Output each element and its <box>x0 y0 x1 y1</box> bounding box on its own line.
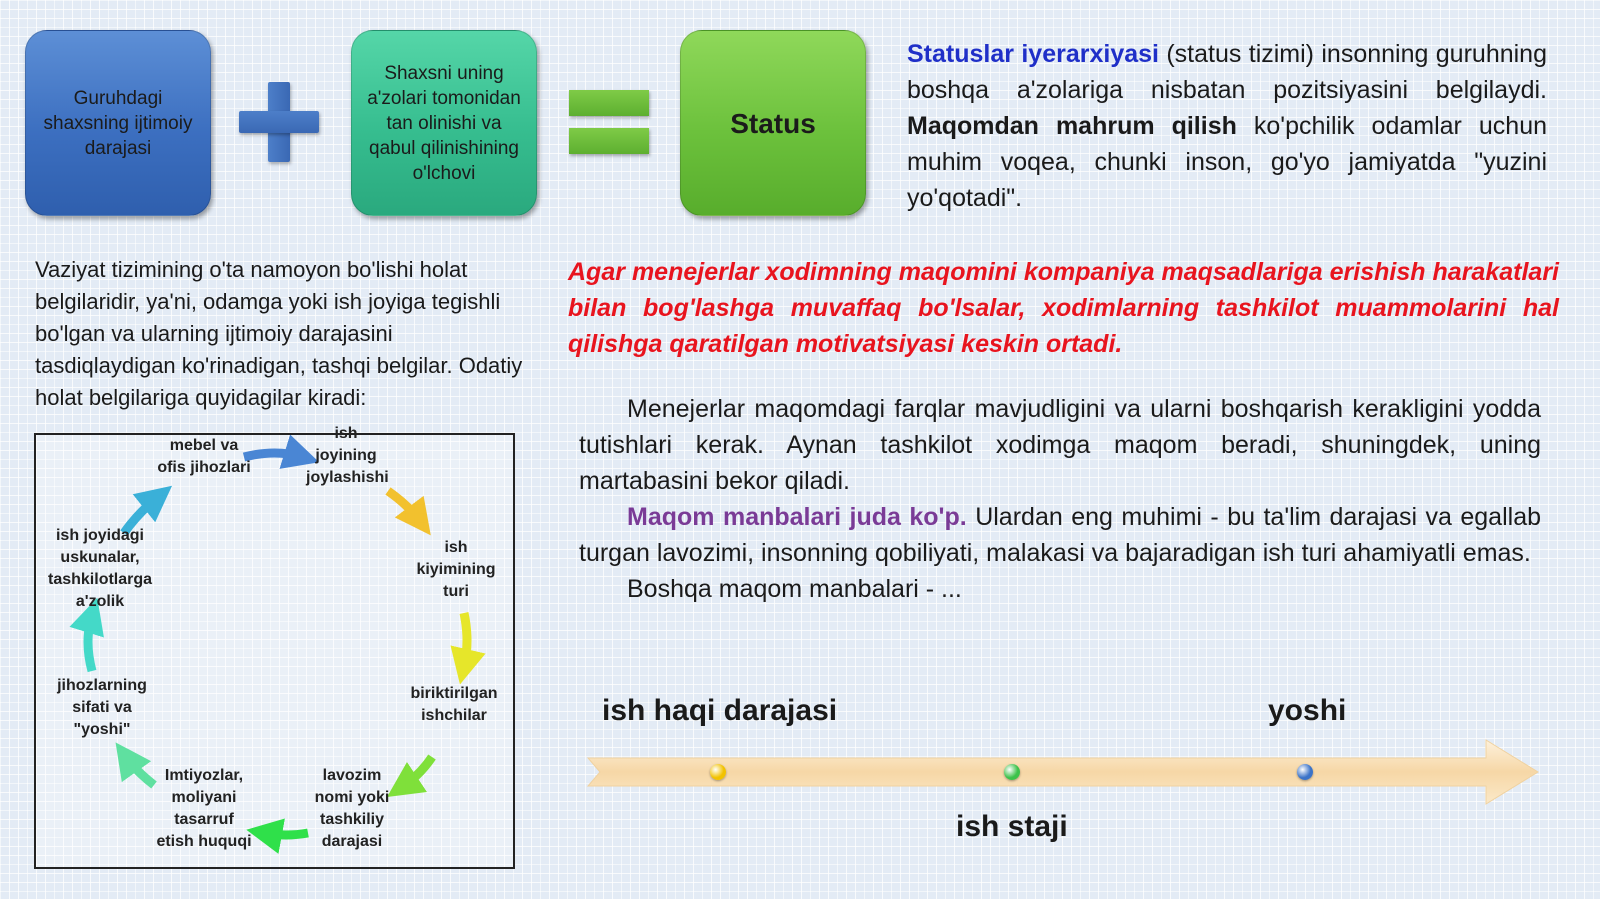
sources-rest: Ulardan eng muhimi - bu ta'lim darajasi va egallab turgan lavozimi, insonning qobiliyati, malakasi va bajaradigan ish turi ahamiyatli emas. <box>579 503 1542 567</box>
social-level-box <box>25 30 211 216</box>
deprivation-text: ko'pchilik odamlar uchun muhim voqea, chunki inson, go'yo jamiyatda "yuzini yo'qotadi". <box>907 112 1547 212</box>
cycle-item-privileges: Imtiyozlar, moliyani tasarruf etish huquqi <box>156 767 252 850</box>
deprivation-term: Maqomdan mahrum qilish <box>907 112 1237 140</box>
cycle-item-job-title: lavozim nomi yoki tashkiliy darajasi <box>314 767 390 850</box>
cycle-arrow-2 <box>388 491 420 521</box>
recognition-box <box>351 30 537 216</box>
cycle-arrow-5 <box>264 833 308 835</box>
cycle-arrow-3 <box>464 613 467 667</box>
status-signs-paragraph: Vaziyat tizimining o'ta namoyon bo'lishi holat belgilaridir, ya'ni, odamga yoki ish joyiga tegishli bo'lgan va ularning ijtimoiy darajasini tasdiqlaydigan ko'rinadigan, tashqi belgilar. Odatiy holat belgilariga quyidagilar kiradi: <box>35 257 523 410</box>
cycle-item-workwear: ish kiyimining turi <box>416 539 496 600</box>
equals-icon <box>569 90 649 116</box>
sources-paragraph <box>579 499 1541 571</box>
timeline-dot-experience <box>1004 764 1020 780</box>
timeline-dot-salary <box>710 764 726 780</box>
cycle-item-furniture: mebel va ofis jihozlari <box>157 437 251 476</box>
status-box <box>680 30 866 216</box>
cycle-arrow-4 <box>402 757 432 787</box>
timeline-label-experience: ish staji <box>956 810 1068 843</box>
status-hierarchy-text: (status tizimi) insonning guruhning boshqa a'zolariga nisbatan pozitsiyasini belgilaydi. <box>907 40 1547 104</box>
status-hierarchy-term: Statuslar iyerarxiyasi <box>907 40 1159 68</box>
recognition-text: Shaxsni uning a'zolari tomonidan tan olinishi va qabul qilinishining o'lchovi <box>367 62 521 184</box>
status-text: Status <box>730 107 816 139</box>
cycle-item-equipment-quality: jihozlarning sifati va "yoshi" <box>57 677 147 738</box>
timeline-dot-age <box>1297 764 1313 780</box>
timeline-arrow <box>582 738 1544 808</box>
motivation-paragraph: Agar menejerlar xodimning maqomini kompaniya maqsadlariga erishish harakatlari bilan bog'lashga muvaffaq bo'lsalar, xodimlarning tashkilot muammolarini hal qilishga qaratilgan motivatsiyasi keskin ortadi. <box>568 258 1559 358</box>
social-level-text: Guruhdagi shaxsning ijtimoiy darajasi <box>43 87 193 159</box>
cycle-item-workplace-location: ish joyining joylashishi <box>306 425 389 486</box>
cycle-arrow-6 <box>126 757 154 785</box>
status-hierarchy-paragraph <box>907 36 1547 216</box>
cycle-arrows <box>36 435 513 867</box>
equals-icon-bar <box>569 128 649 154</box>
cycle-item-assigned-workers: biriktirilgan ishchilar <box>410 685 498 724</box>
plus-icon-bar <box>239 111 319 133</box>
cycle-item-memberships: ish joyidagi uskunalar, tashkilotlarga a'zolik <box>48 527 153 610</box>
managers-paragraph: Menejerlar maqomdagi farqlar mavjudligini va ularni boshqarish kerakligini yodda tutishlari kerak. Aynan tashkilot xodimga maqom beradi, shuningdek, uning martabasini bekor qiladi. <box>579 395 1541 495</box>
timeline-label-age: yoshi <box>1268 694 1347 727</box>
cycle-arrow-7 <box>88 615 92 671</box>
status-sources-block <box>579 391 1541 607</box>
other-sources-paragraph: Boshqa maqom manbalari - ... <box>627 575 962 603</box>
sources-highlight: Maqom manbalari juda ko'p. <box>627 503 967 531</box>
timeline-label-salary: ish haqi darajasi <box>602 694 838 727</box>
status-signs-cycle <box>34 425 515 869</box>
